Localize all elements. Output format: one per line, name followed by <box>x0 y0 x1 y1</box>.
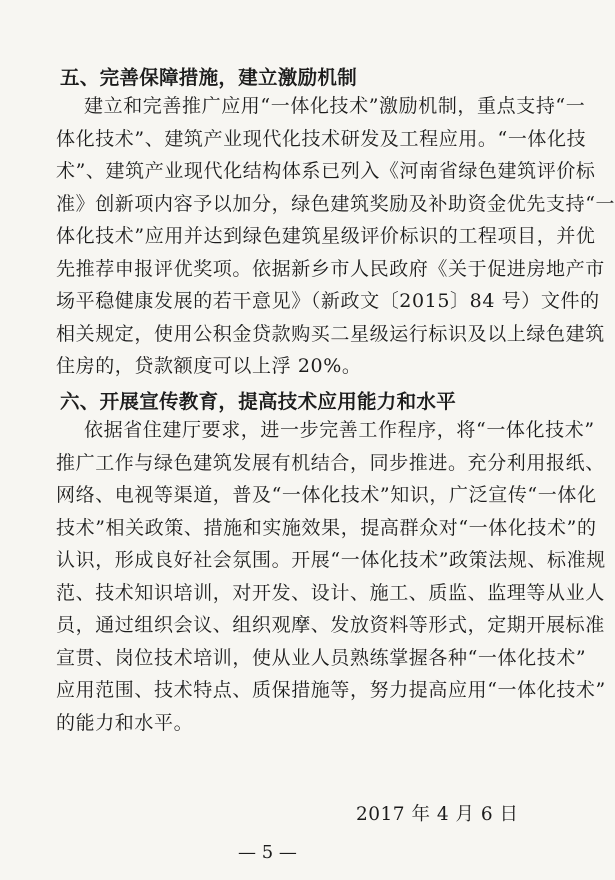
paragraph-line: 场平稳健康发展的若干意见》（新政文〔2015〕84 号）文件的 <box>56 290 600 312</box>
paragraph-line: 推广工作与绿色建筑发展有机结合，同步推进。充分利用报纸、 <box>56 451 605 474</box>
section-6-paragraph <box>56 414 606 739</box>
paragraph-line: 宣贯、岗位技术培训，使从业人员熟练掌握各种“一体化技术” <box>56 646 587 669</box>
paragraph-line: 体化技术”应用并达到绿色建筑星级评价标识的工程项目，并优 <box>56 225 596 247</box>
paragraph-line: 依据省住建厅要求，进一步完善工作程序，将“一体化技术” <box>84 419 595 441</box>
paragraph-line: 应用范围、技术特点、质保措施等，努力提高应用“一体化技术” <box>56 679 606 701</box>
paragraph-line: 相关规定，使用公积金贷款购买二星级运行标识及以上绿色建筑 <box>56 322 605 345</box>
paragraph-line: 建立和完善推广应用“一体化技术”激励机制，重点支持“一 <box>84 95 586 117</box>
paragraph-line: 先推荐申报评优奖项。依据新乡市人民政府《关于促进房地产市 <box>56 257 605 280</box>
paragraph-line: 员，通过组织会议、组织观摩、发放资料等形式，定期开展标准 <box>56 614 605 636</box>
section-5-paragraph <box>56 90 615 383</box>
paragraph-line: 准》创新项内容予以加分，绿色建筑奖励及补助资金优先支持“一 <box>56 192 615 215</box>
paragraph-line: 术”、建筑产业现代化结构体系已列入《河南省绿色建筑评价标 <box>56 160 596 182</box>
paragraph-line: 范、技术知识培训，对开发、设计、施工、质监、监理等从业人 <box>56 581 605 604</box>
section-6-heading: 六、开展宣传教育，提高技术应用能力和水平 <box>60 390 457 413</box>
paragraph-line: 认识，形成良好社会氛围。开展“一体化技术”政策法规、标准规 <box>56 549 606 571</box>
paragraph-line: 的能力和水平。 <box>56 711 194 734</box>
paragraph-line: 网络、电视等渠道，普及“一体化技术”知识，广泛宣传“一体化 <box>56 484 597 506</box>
paragraph-line: 体化技术”、建筑产业现代化技术研发及工程应用。“一体化技 <box>56 127 587 150</box>
section-5-heading: 五、完善保障措施，建立激励机制 <box>60 66 358 89</box>
page-number: — 5 — <box>238 842 297 863</box>
paragraph-line: 技术”相关政策、措施和实施效果，提高群众对“一体化技术”的 <box>56 516 597 539</box>
document-date: 2017 年 4 月 6 日 <box>356 804 519 825</box>
paragraph-line: 住房的，贷款额度可以上浮 20%。 <box>56 355 362 377</box>
